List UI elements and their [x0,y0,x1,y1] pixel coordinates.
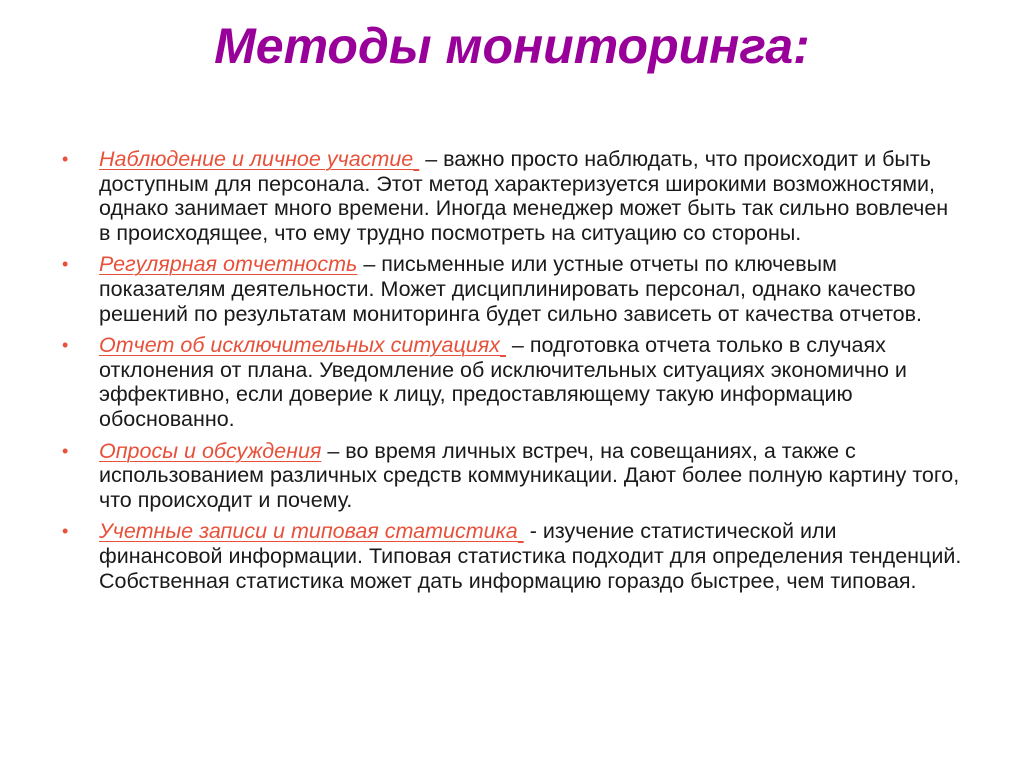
method-description: - изучение статистической или финансовой информации. Типовая статистика подходит для определения тенденций. Собственная статистика может дать информацию гораздо быстрее, чем типовая. [99,519,962,593]
bullet-icon: • [62,335,69,356]
bullet-list [62,147,962,600]
list-item [62,439,962,513]
method-description: – важно просто наблюдать, что происходит и быть доступным для персонала. Этот метод характеризуется широкими возможностями, однако занимает много времени. Иногда менеджер может быть так сильно вовлечен в происходящее, что ему трудно посмотреть на ситуацию со стороны. [99,147,949,245]
bullet-icon: • [62,440,69,461]
list-item [62,252,962,326]
list-item [62,519,962,593]
slide-title: Методы мониторинга: [214,18,810,74]
method-description: – во время личных встреч, на совещаниях, а также с использованием различных средств коммуникации. Дают более полную картину того, что происходит и почему. [99,438,960,512]
method-term: Учетные записи и типовая статистика [99,519,518,544]
method-description: – подготовка отчета только в случаях отклонения от плана. Уведомление об исключительных ситуациях экономично и эффективно, если доверие к лицу, предоставляющему такую информацию обоснованно. [99,333,907,431]
list-item [62,333,962,431]
bullet-icon: • [62,149,69,169]
method-description: – письменные или устные отчеты по ключевым показателям деятельности. Может дисциплинировать персонал, однако качество решений по результатам мониторинга будет сильно зависеть от качества отчетов. [99,252,923,326]
method-term: Наблюдение и личное участие [99,147,414,171]
method-term: Отчет об исключительных ситуациях [99,333,500,358]
bullet-icon: • [62,521,69,542]
bullet-icon: • [62,254,69,275]
method-term: Опросы и обсуждения [99,438,322,463]
list-item [62,147,962,245]
method-term: Регулярная отчетность [99,252,358,277]
